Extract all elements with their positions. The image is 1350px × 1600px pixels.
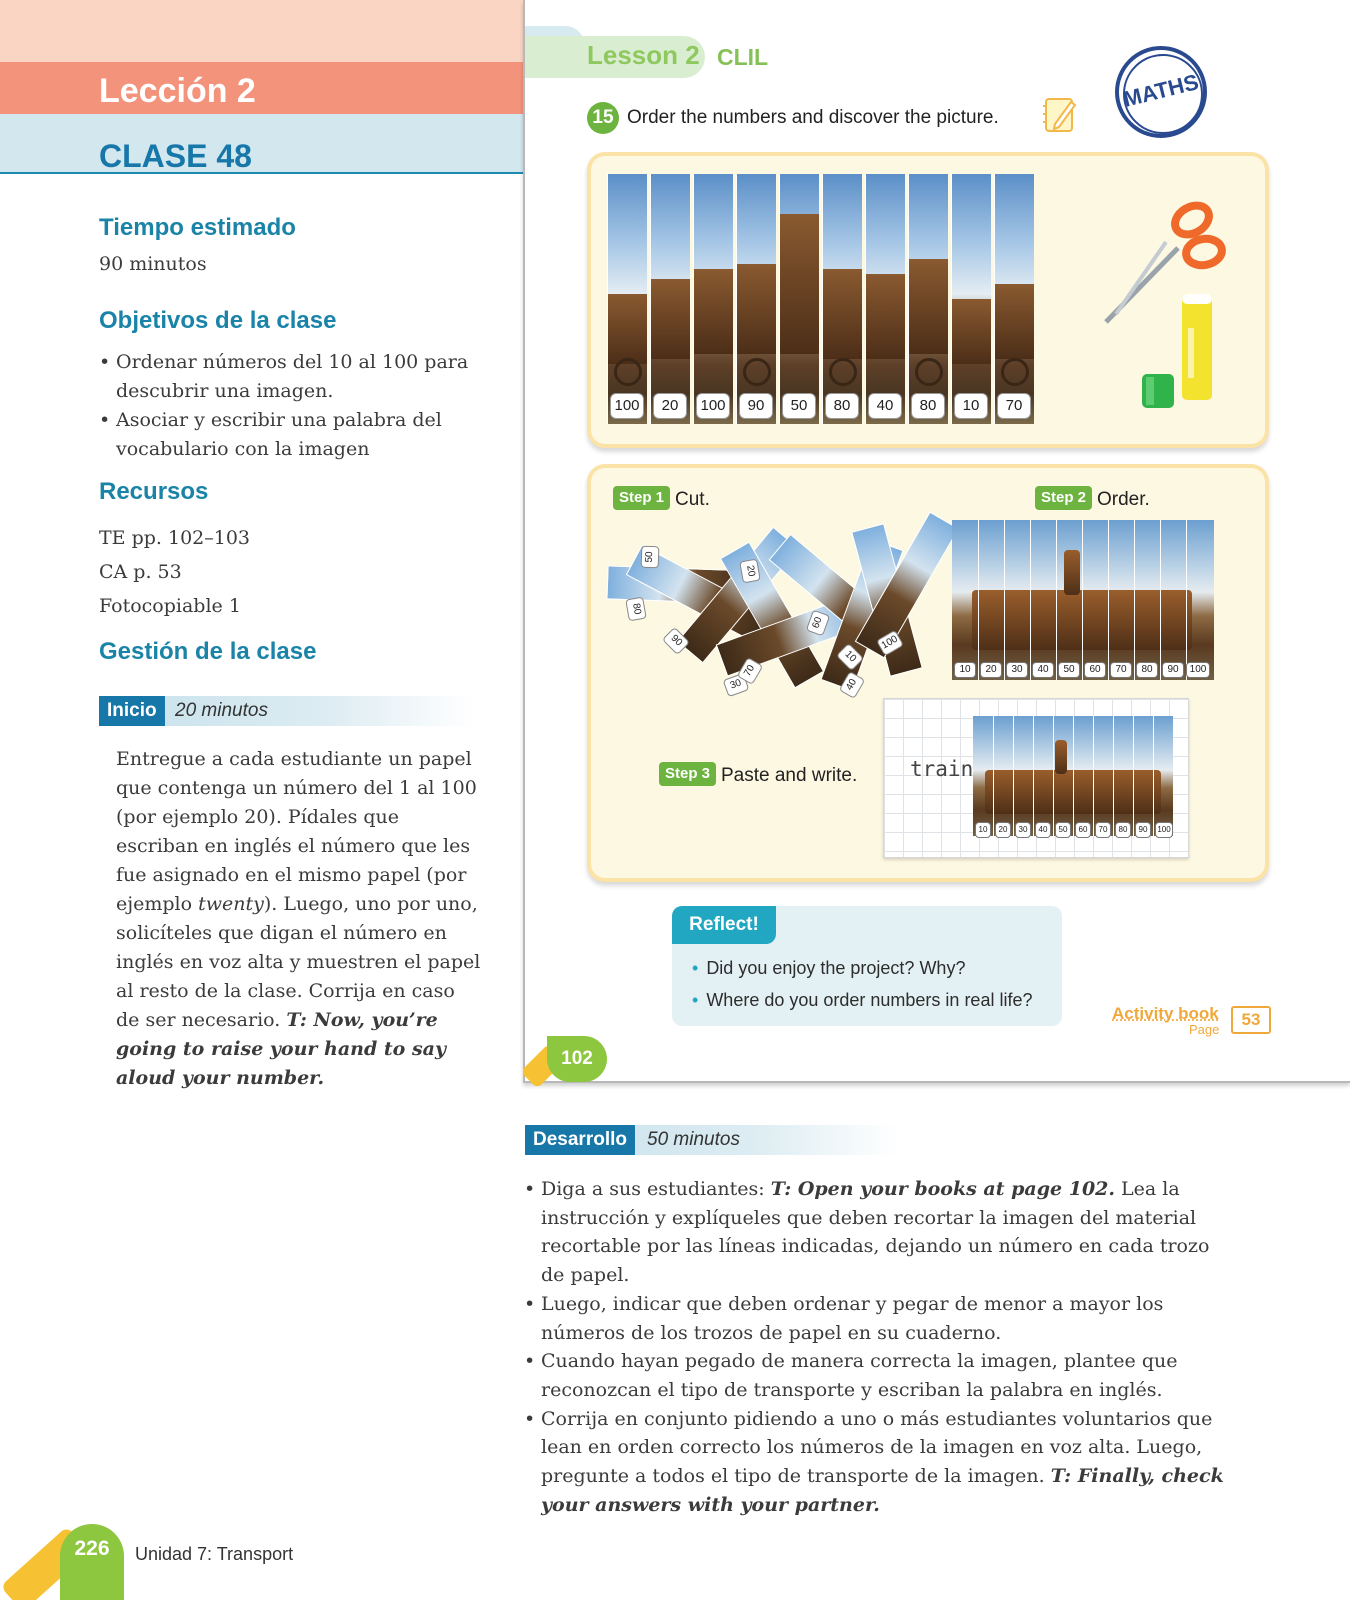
desarrollo-label: Desarrollo	[525, 1125, 635, 1155]
picture-strip: 90	[736, 174, 776, 424]
picture-strip: 100	[607, 174, 647, 424]
cut-label: 90	[662, 627, 690, 655]
ordered-label: 70	[1110, 662, 1132, 678]
maths-stamp-icon	[1115, 46, 1207, 138]
ordered-label: 50	[1058, 662, 1080, 678]
ordered-label: 20	[980, 662, 1002, 678]
clase-title: CLASE 48	[99, 138, 252, 174]
activity-book-page-label: Page	[1189, 1022, 1220, 1037]
pencil-notebook-icon	[1043, 94, 1077, 134]
pasted-label: 100	[1155, 822, 1173, 838]
pasted-label: 40	[1035, 822, 1051, 838]
step1-tag: Step 1	[613, 486, 670, 510]
list-item: • Luego, indicar que deben ordenar y pegar de menor a mayor los números de los trozos de papel en su cuaderno.	[524, 1290, 1224, 1347]
cut-label: 10	[836, 643, 864, 671]
cut-label: 100	[876, 630, 904, 657]
step3-text: Paste and write.	[721, 765, 858, 786]
cut-label: 30	[723, 673, 750, 697]
recursos-heading: Recursos	[99, 478, 209, 505]
step2-text: Order.	[1097, 489, 1150, 510]
picture-strip: 40	[865, 174, 905, 424]
list-item: • Ordenar números del 10 al 100 para descubrir una imagen.	[99, 348, 479, 406]
ordered-label: 60	[1084, 662, 1106, 678]
cut-label: 20	[739, 559, 761, 584]
tiempo-heading: Tiempo estimado	[99, 214, 296, 241]
tiempo-value: 90 minutos	[99, 253, 207, 275]
pasted-label: 60	[1075, 822, 1091, 838]
glue-stick-icon	[1180, 288, 1214, 403]
list-item: • Asociar y escribir una palabra del vocabulario con la imagen	[99, 406, 479, 464]
pasted-picture	[973, 716, 1173, 836]
exercise-number: 15	[587, 102, 619, 134]
inicio-label: Inicio	[99, 696, 165, 726]
step2-tag: Step 2	[1035, 486, 1092, 510]
student-book-page	[523, 0, 1350, 1083]
desarrollo-bar	[525, 1125, 900, 1155]
inicio-duration: 20 minutos	[175, 700, 268, 721]
exercise-instruction: Order the numbers and discover the picture.	[627, 107, 999, 128]
objetivos-heading: Objetivos de la clase	[99, 307, 337, 334]
desarrollo-duration: 50 minutos	[647, 1129, 740, 1150]
header-band-clase	[0, 114, 523, 174]
ordered-label: 80	[1136, 662, 1158, 678]
picture-strip: 80	[822, 174, 862, 424]
picture-strip: 100	[693, 174, 733, 424]
reflect-question: • Did you enjoy the project? Why?	[692, 958, 965, 979]
ordered-picture	[952, 520, 1214, 680]
picture-strip: 10	[951, 174, 991, 424]
leccion-title: Lección 2	[99, 72, 256, 110]
lesson-label: Lesson 2	[587, 40, 700, 70]
list-item: • Cuando hayan pegado de manera correcta la imagen, plantee que reconozcan el tipo de transporte y escriban la palabra en inglés.	[524, 1347, 1224, 1404]
ordered-label: 90	[1162, 662, 1184, 678]
inicio-paragraph: Entregue a cada estudiante un papel que contenga un número del 1 al 100 (por ejemplo 20). Pídales que escriban en inglés el número que les fue asignado en el mismo papel (por ejemplo twenty). Luego, uno por uno, solicíteles que digan el número en inglés en voz alta y muestren el papel al resto de la clase. Corrija en caso de ser necesario. T: Now, you’re going to raise your hand to say aloud your number.	[116, 748, 481, 1089]
footer-unit: Unidad 7: Transport	[135, 1544, 294, 1564]
objetivos-list	[99, 348, 479, 464]
ordered-label: 100	[1186, 662, 1210, 678]
pasted-label: 20	[995, 822, 1011, 838]
inicio-bar	[99, 696, 474, 726]
reflect-tag: Reflect!	[672, 906, 776, 944]
reflect-question: • Where do you order numbers in real life?	[692, 990, 1032, 1011]
step1-text: Cut.	[675, 489, 710, 510]
picture-strip: 20	[650, 174, 690, 424]
pasted-label: 70	[1095, 822, 1111, 838]
pasted-label: 30	[1015, 822, 1031, 838]
picture-strip: 50	[779, 174, 819, 424]
footer-page-badge	[60, 1524, 124, 1600]
written-word: train	[910, 757, 974, 781]
cut-label: 60	[806, 610, 830, 637]
recurso-item: CA p. 53	[99, 561, 182, 583]
pasted-label: 80	[1115, 822, 1131, 838]
footer-page-number: 226	[74, 1537, 110, 1560]
glue-cap-icon	[1141, 372, 1175, 410]
clil-label: CLIL	[717, 44, 769, 70]
list-item: • Diga a sus estudiantes: T: Open your books at page 102. Lea la instrucción y explíqueles que deben recortar la imagen del material recortable por las líneas indicadas, dejando un número en cada trozo de papel.	[524, 1175, 1224, 1290]
cut-label: 50	[641, 546, 660, 569]
recurso-item: TE pp. 102–103	[99, 527, 251, 549]
header-band-top	[0, 0, 523, 62]
cut-label: 70	[737, 657, 764, 685]
ordered-label: 10	[954, 662, 976, 678]
activity-book-page-number: 53	[1231, 1006, 1271, 1034]
ordered-label: 30	[1006, 662, 1028, 678]
pasted-label: 50	[1055, 822, 1071, 838]
ordered-label: 40	[1032, 662, 1054, 678]
picture-strip: 70	[994, 174, 1034, 424]
gestion-heading: Gestión de la clase	[99, 638, 317, 665]
header-band-leccion	[0, 62, 523, 114]
list-item: • Corrija en conjunto pidiendo a uno o más estudiantes voluntarios que lean en orden correcto los números de la imagen en voz alta. Luego, pregunte a todos el tipo de transporte de la imagen. T: Finally, check your answers with your partner.	[524, 1405, 1224, 1520]
cut-label: 80	[625, 597, 647, 622]
pasted-label: 90	[1135, 822, 1151, 838]
book-page-number: 102	[547, 1036, 607, 1082]
maths-stamp-text: MATHS	[1120, 69, 1202, 112]
pasted-label: 10	[975, 822, 991, 838]
desarrollo-list	[524, 1175, 1224, 1519]
step3-tag: Step 3	[659, 762, 716, 786]
reflect-box	[672, 906, 1062, 1026]
cut-label: 40	[839, 671, 866, 699]
activity-book-link: Activity book	[1112, 1004, 1219, 1023]
recurso-item: Fotocopiable 1	[99, 595, 241, 617]
picture-strip: 80	[908, 174, 948, 424]
